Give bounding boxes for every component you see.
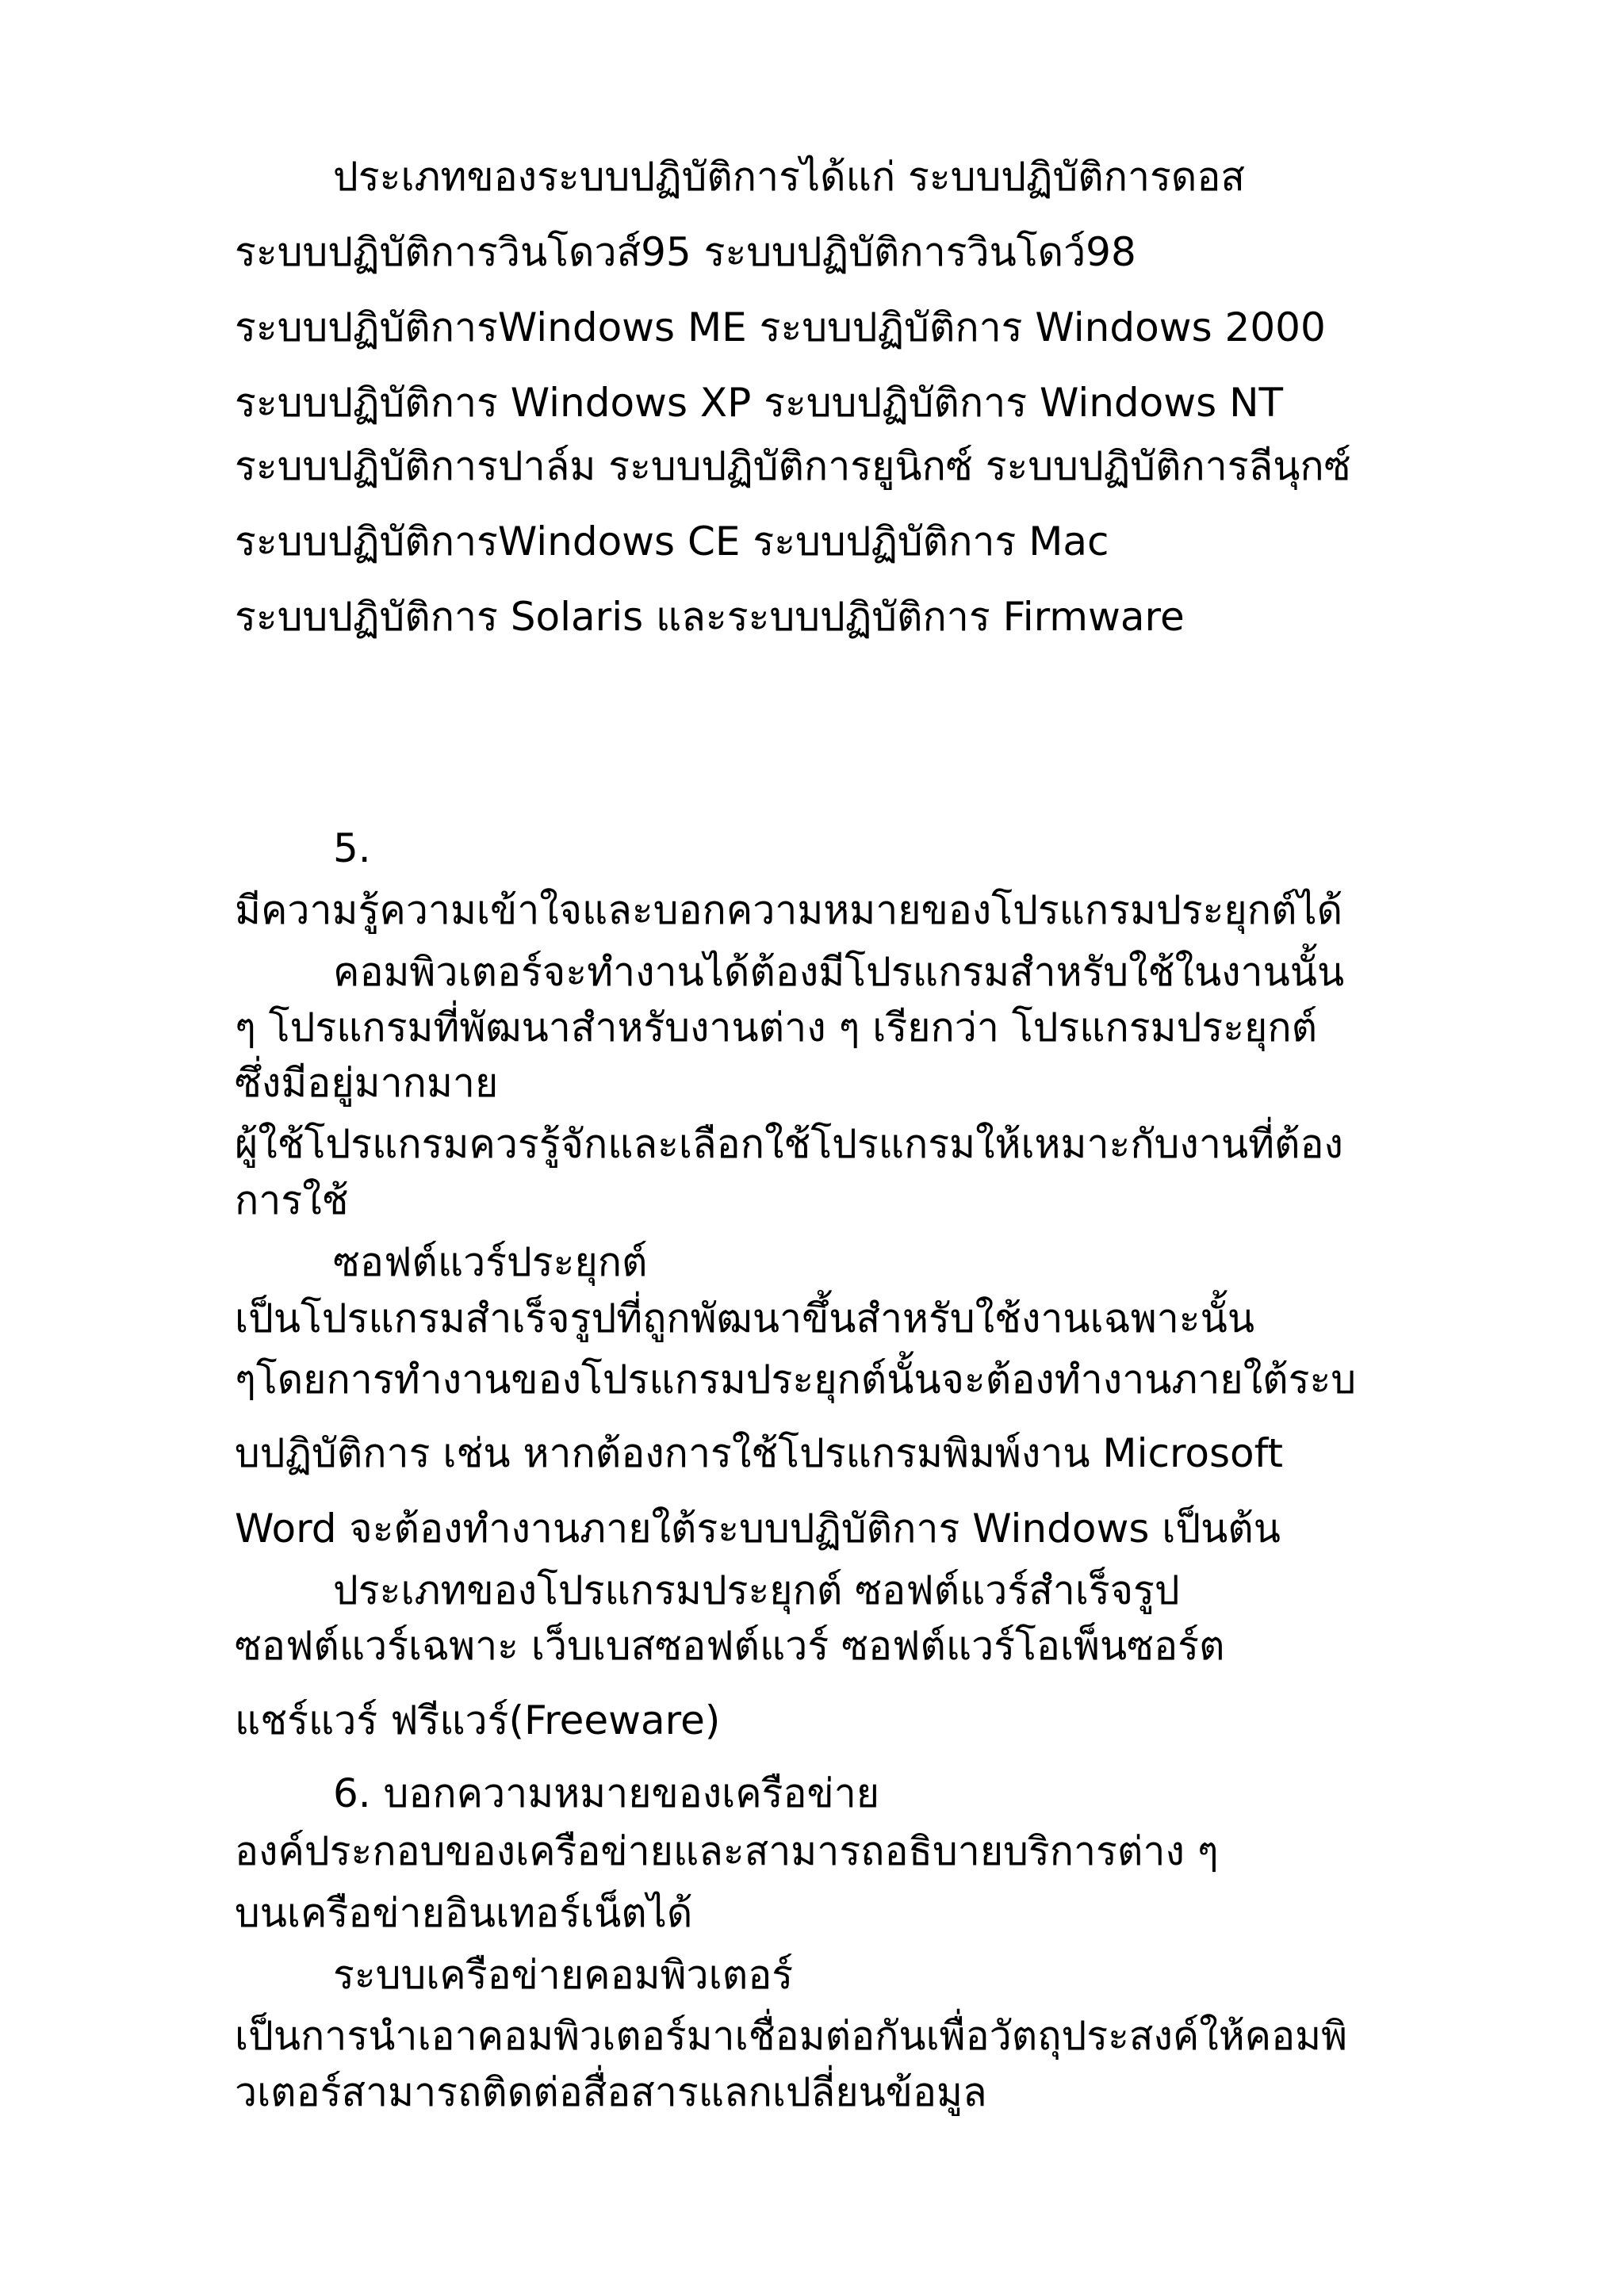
text-line: ประเภทของระบบปฏิบัติการได้แก่ ระบบปฏิบัติการดอส <box>333 154 1245 200</box>
text-line: มีความรู้ความเข้าใจและบอกความหมายของโปรแกรมประยุกต์ได้ <box>235 887 1343 933</box>
section-heading: 6. บอกความหมายของเครือข่าย <box>333 1770 880 1816</box>
text-line: ประเภทของโปรแกรมประยุกต์ ซอฟต์แวร์สำเร็จรูป <box>333 1567 1180 1613</box>
text-line: ๆ โปรแกรมที่พัฒนาสำหรับงานต่าง ๆ เรียกว่า โปรแกรมประยุกต์ <box>235 1004 1318 1050</box>
text-line: เป็นการนำเอาคอมพิวเตอร์มาเชื่อมต่อกันเพื่อวัตถุประสงค์ให้คอมพิ <box>235 2013 1348 2059</box>
text-line: คอมพิวเตอร์จะทำงานได้ต้องมีโปรแกรมสำหรับใช้ในงานนั้น <box>333 949 1345 995</box>
text-line: ระบบปฏิบัติการWindows ME ระบบปฏิบัติการ Windows 2000 <box>235 304 1326 350</box>
text-line: วเตอร์สามารถติดต่อสื่อสารแลกเปลี่ยนข้อมูล <box>235 2069 987 2115</box>
text-line: บนเครือข่ายอินเทอร์เน็ตได้ <box>235 1890 693 1936</box>
text-line: บปฏิบัติการ เช่น หากต้องการใช้โปรแกรมพิมพ์งาน Microsoft <box>235 1430 1283 1476</box>
text-line: ๆโดยการทำงานของโปรแกรมประยุกต์นั้นจะต้องทำงานภายใต้ระบ <box>235 1357 1357 1402</box>
text-line: ระบบปฏิบัติการวินโดวส์95 ระบบปฏิบัติการวินโดว์98 <box>235 229 1136 275</box>
text-line: ผู้ใช้โปรแกรมควรรู้จักและเลือกใช้โปรแกรมให้เหมาะกับงานที่ต้อง <box>235 1121 1343 1167</box>
text-line: ระบบปฏิบัติการ Solaris และระบบปฏิบัติการ Firmware <box>235 594 1185 640</box>
text-line: การใช้ <box>235 1177 349 1223</box>
text-line: ระบบปฏิบัติการ Windows XP ระบบปฏิบัติการ Windows NT <box>235 380 1284 426</box>
text-line: แชร์แวร์ ฟรีแวร์(Freeware) <box>235 1697 721 1743</box>
text-line: เป็นโปรแกรมสำเร็จรูปที่ถูกพัฒนาขึ้นสำหรับใช้งานเฉพาะนั้น <box>235 1295 1255 1341</box>
text-line: ระบบเครือข่ายคอมพิวเตอร์ <box>333 1952 794 1998</box>
text-line: ระบบปฏิบัติการWindows CE ระบบปฏิบัติการ Mac <box>235 519 1109 564</box>
section-number: 5. <box>333 825 371 871</box>
text-line: Word จะต้องทำงานภายใต้ระบบปฏิบัติการ Windows เป็นต้น <box>235 1506 1281 1552</box>
text-line: ระบบปฏิบัติการปาล์ม ระบบปฏิบัติการยูนิกซ์ ระบบปฏิบัติการลีนุกซ์ <box>235 443 1351 489</box>
text-line: องค์ประกอบของเครือข่ายและสามารถอธิบายบริการต่าง ๆ <box>235 1828 1219 1874</box>
text-line: ซอฟต์แวร์ประยุกต์ <box>333 1239 648 1285</box>
text-line: ซอฟต์แวร์เฉพาะ เว็บเบสซอฟต์แวร์ ซอฟต์แวร์โอเพ็นซอร์ต <box>235 1623 1225 1669</box>
text-line: ซึ่งมีอยู่มากมาย <box>235 1060 499 1106</box>
